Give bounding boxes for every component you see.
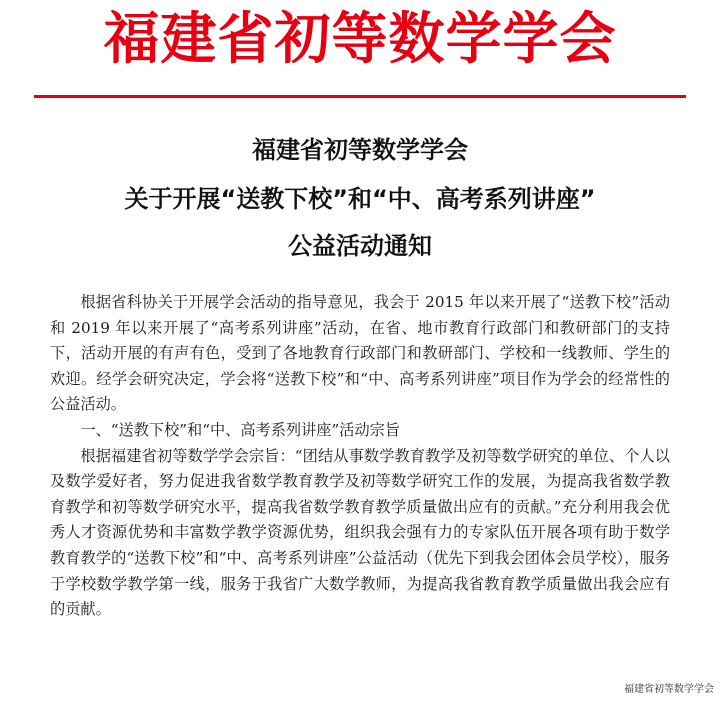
notice-title-line-3: 公益活动通知 [288,232,432,260]
notice-title-line-1: 福建省初等数学学会 [252,136,468,164]
section-heading: 一、“送教下校”和“中、高考系列讲座”活动宗旨 [80,420,401,439]
watermark-label: 福建省初等数学学会 [624,684,714,695]
notice-body [50,290,670,623]
red-divider-rule [34,95,686,98]
intro-paragraph: 根据省科协关于开展学会活动的指导意见，我会于 2015 年以来开展了“送教下校”活动和 2019 年以来开展了“高考系列讲座”活动，在省、地市教育行政部门和教研部门的支持下，活动开展的有声有色，受到了各地教育行政部门和教研部门、学校和一线教师、学生的欢迎。经学会研究决定，学会将“送教下校”和“中、高考系列讲座”项目作为学会的经常性的公益活动。 [50,293,670,414]
notice-title-line-2: 关于开展“送教下校”和“中、高考系列讲座” [124,185,596,213]
purpose-paragraph: 根据福建省初等数学学会宗旨：“团结从事数学教育教学及初等数学研究的单位、个人以及数学爱好者，努力促进我省数学教育教学及初等数学研究工作的发展，为提高我省数学教育教学和初等数学研究水平，提高我省数学教育教学质量做出应有的贡献。”充分利用我会优秀人才资源优势和丰富数学教学资源优势，组织我会强有力的专家队伍开展各项有助于数学教育教学的“送教下校”和“中、高考系列讲座”公益活动（优先下到我会团体会员学校），服务于学校数学教学第一线，服务于我省广大数学教师，为提高我省教育教学质量做出我会应有的贡献。 [50,446,670,619]
masthead-title: 福建省初等数学学会 [103,7,617,72]
